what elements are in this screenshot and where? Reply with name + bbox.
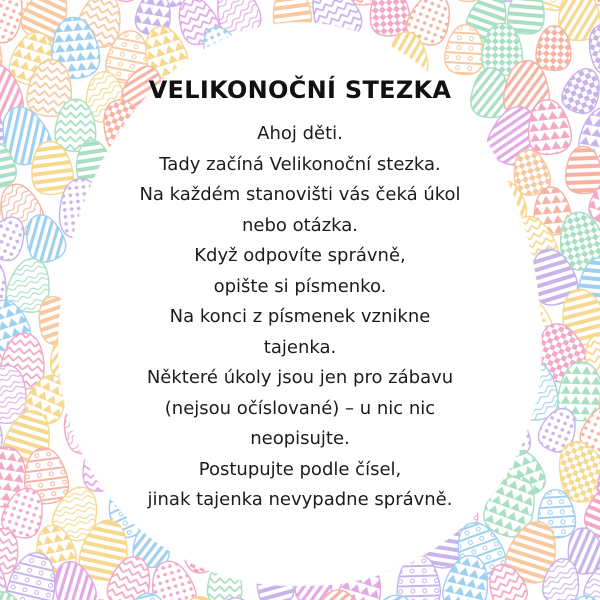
instruction-line: opište si písmenko. — [213, 275, 387, 297]
instruction-line: Postupujte podle čísel, — [198, 458, 402, 480]
page-title: VELIKONOČNÍ STEZKA — [148, 76, 452, 104]
instruction-line: Na každém stanovišti vás čeká úkol — [139, 184, 461, 205]
instruction-lines — [100, 119, 500, 516]
instruction-line: tajenka. — [263, 336, 337, 358]
instruction-line: Některé úkoly jsou jen pro zábavu — [146, 367, 454, 388]
instruction-line: jinak tajenka nevypadne správně. — [147, 489, 453, 510]
notice-text — [100, 74, 500, 516]
easter-egg-icon — [564, 146, 600, 195]
instruction-line: nebo otázka. — [241, 214, 359, 236]
easter-egg-icon — [558, 63, 600, 118]
instruction-line: Na konci z písmenek vznikne — [169, 306, 431, 327]
instruction-line: Ahoj děti. — [257, 123, 343, 144]
instruction-line: Když odpovíte správně, — [194, 245, 406, 266]
instruction-line: neopisujte. — [250, 428, 350, 449]
instruction-line: Tady začíná Velikonoční stezka. — [159, 153, 441, 175]
instruction-line: (nejsou očíslované) – u nic nic — [164, 397, 436, 419]
